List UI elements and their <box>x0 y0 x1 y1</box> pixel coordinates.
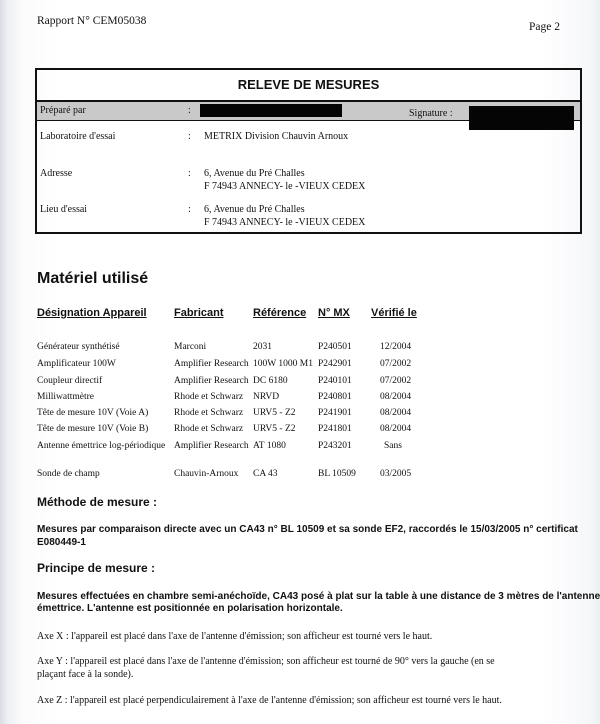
principle-heading: Principe de mesure : <box>37 561 156 575</box>
axis-x-text: Axe X : l'appareil est placé dans l'axe de l'antenne d'émission; son afficheur est tourné vers le haut. <box>37 631 433 642</box>
principle-line1: Mesures effectuées en chambre semi-anéchoïde, CA43 posé à plat sur la table à une distance de 3 mètres de l'antenne <box>37 591 600 602</box>
row-verified: 03/2005 <box>380 469 412 479</box>
principle-line2: émettrice. L'antenne est positionnée en polarisation horizontale. <box>37 603 343 614</box>
row-reference: AT 1080 <box>253 441 286 451</box>
lab-colon: : <box>188 131 191 142</box>
address-colon: : <box>188 168 191 179</box>
site-line1: 6, Avenue du Pré Challes <box>204 204 305 215</box>
row-reference: CA 43 <box>253 469 278 479</box>
report-number: Rapport N° CEM05038 <box>37 15 147 27</box>
row-verified: Sans <box>384 441 402 451</box>
row-designation: Antenne émettrice log-périodique <box>37 441 166 451</box>
prepared-redaction <box>200 104 342 117</box>
row-mx-number: P242901 <box>318 359 352 369</box>
method-line1: Mesures par comparaison directe avec un CA43 n° BL 10509 et sa sonde EF2, raccordés le 15/03/2005 n° certificat <box>37 524 578 535</box>
site-colon: : <box>188 204 191 215</box>
row-manufacturer: Chauvin-Arnoux <box>174 469 239 479</box>
page-number: Page 2 <box>529 21 560 33</box>
col-mx-number: N° MX <box>318 307 350 319</box>
row-verified: 07/2002 <box>380 359 412 369</box>
row-mx-number: P240101 <box>318 376 352 386</box>
axis-z-text: Axe Z : l'appareil est placé perpendiculairement à l'axe de l'antenne d'émission; son afficheur est tourné vers le haut. <box>37 695 502 706</box>
prepared-label: Préparé par <box>40 105 86 116</box>
row-manufacturer: Rhode et Schwarz <box>174 408 244 418</box>
info-box <box>35 68 582 234</box>
row-reference: URV5 - Z2 <box>253 408 296 418</box>
row-designation: Amplificateur 100W <box>37 359 116 369</box>
row-verified: 08/2004 <box>380 424 412 434</box>
row-mx-number: P241801 <box>318 424 352 434</box>
row-designation: Générateur synthétisé <box>37 342 120 352</box>
row-verified: 08/2004 <box>380 408 412 418</box>
signature-label: Signature : <box>409 108 453 119</box>
row-designation: Milliwattmètre <box>37 392 94 402</box>
row-manufacturer: Rhode et Schwarz <box>174 424 244 434</box>
row-reference: DC 6180 <box>253 376 288 386</box>
lab-label: Laboratoire d'essai <box>40 131 116 142</box>
row-designation: Tête de mesure 10V (Voie B) <box>37 424 149 434</box>
address-line2: F 74943 ANNECY- le -VIEUX CEDEX <box>204 181 366 192</box>
row-verified: 08/2004 <box>380 392 412 402</box>
row-mx-number: P240801 <box>318 392 352 402</box>
prepared-colon: : <box>188 105 191 116</box>
address-line1: 6, Avenue du Pré Challes <box>204 168 305 179</box>
box-title: RELEVE DE MESURES <box>37 70 580 102</box>
equipment-heading: Matériel utilisé <box>37 270 149 287</box>
row-manufacturer: Marconi <box>174 342 207 352</box>
address-label: Adresse <box>40 168 73 179</box>
row-verified: 12/2004 <box>380 342 412 352</box>
lab-value: METRIX Division Chauvin Arnoux <box>204 131 349 142</box>
row-manufacturer: Amplifier Research <box>174 441 249 451</box>
row-mx-number: P243201 <box>318 441 352 451</box>
row-reference: 100W 1000 M1 <box>253 359 313 369</box>
col-designation: Désignation Appareil <box>37 307 147 319</box>
row-manufacturer: Amplifier Research <box>174 376 249 386</box>
row-reference: 2031 <box>253 342 272 352</box>
col-manufacturer: Fabricant <box>174 307 224 319</box>
row-mx-number: BL 10509 <box>318 469 356 479</box>
row-mx-number: P240501 <box>318 342 352 352</box>
row-reference: URV5 - Z2 <box>253 424 296 434</box>
signature-redaction <box>469 106 574 130</box>
col-verified: Vérifié le <box>371 307 417 319</box>
row-designation: Coupleur directif <box>37 376 103 386</box>
site-label: Lieu d'essai <box>40 204 88 215</box>
method-heading: Méthode de mesure : <box>37 495 158 509</box>
row-designation: Sonde de champ <box>37 469 100 479</box>
row-reference: NRVD <box>253 392 280 402</box>
row-designation: Tête de mesure 10V (Voie A) <box>37 408 149 418</box>
site-line2: F 74943 ANNECY- le -VIEUX CEDEX <box>204 217 366 228</box>
axis-y-text-line1: Axe Y : l'appareil est placé dans l'axe de l'antenne d'émission; son afficheur est tourné de 90° vers la gauche (en se <box>37 656 495 667</box>
row-manufacturer: Rhode et Schwarz <box>174 392 244 402</box>
row-mx-number: P241901 <box>318 408 352 418</box>
axis-y-text-line2: plaçant face à la sonde). <box>37 669 134 680</box>
col-reference: Référence <box>253 307 307 319</box>
method-line2: E080449-1 <box>37 537 86 548</box>
row-verified: 07/2002 <box>380 376 412 386</box>
row-manufacturer: Amplifier Research <box>174 359 249 369</box>
